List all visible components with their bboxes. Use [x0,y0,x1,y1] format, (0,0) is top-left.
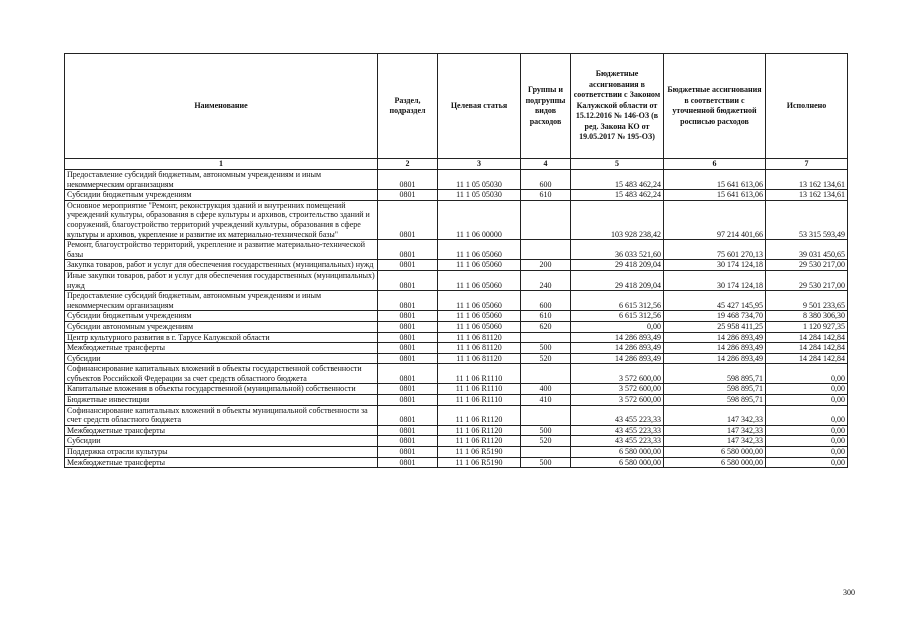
row-expense-group: 610 [521,311,571,322]
row-section: 0801 [378,200,438,239]
row-budget-refined: 147 342,33 [664,436,766,447]
row-budget-refined: 6 580 000,00 [664,447,766,458]
row-budget-refined: 598 895,71 [664,395,766,406]
row-target-article: 11 1 06 R5190 [438,457,521,468]
row-name: Бюджетные инвестиции [65,395,378,406]
row-budget-law: 36 033 521,60 [571,240,664,260]
table-row [65,343,848,354]
row-expense-group [521,405,571,425]
row-target-article: 11 1 06 R1120 [438,405,521,425]
row-section: 0801 [378,270,438,290]
row-name: Субсидии бюджетным учреждениям [65,190,378,201]
row-budget-refined: 97 214 401,66 [664,200,766,239]
row-budget-law: 14 286 893,49 [571,332,664,343]
row-target-article: 11 1 06 R1120 [438,425,521,436]
header-expense-group: Группы и подгруппы видов расходов [521,54,571,159]
row-budget-refined: 25 958 411,25 [664,321,766,332]
row-budget-refined: 15 641 613,06 [664,190,766,201]
column-number: 2 [378,159,438,170]
table-row [65,457,848,468]
header-budget-law: Бюджетные ассигнования в соответствии с Законом Калужской области от 15.12.2016 № 146-ОЗ (в ред. Закона КО от 19.05.2017 № 195-ОЗ) [571,54,664,159]
header-row [65,54,848,159]
table-row [65,270,848,290]
row-budget-law: 43 455 223,33 [571,405,664,425]
table-row [65,311,848,322]
row-budget-law: 3 572 600,00 [571,364,664,384]
row-budget-refined: 598 895,71 [664,364,766,384]
row-expense-group: 500 [521,343,571,354]
row-section: 0801 [378,395,438,406]
row-budget-law: 29 418 209,04 [571,270,664,290]
row-target-article: 11 1 06 81120 [438,353,521,364]
table-row [65,170,848,190]
row-budget-refined: 14 286 893,49 [664,332,766,343]
table-row [65,436,848,447]
row-section: 0801 [378,190,438,201]
table-row [65,240,848,260]
row-executed: 0,00 [766,457,848,468]
row-budget-law: 14 286 893,49 [571,353,664,364]
row-expense-group: 400 [521,384,571,395]
row-executed: 0,00 [766,425,848,436]
row-target-article: 11 1 06 81120 [438,343,521,354]
row-section: 0801 [378,321,438,332]
row-section: 0801 [378,291,438,311]
row-expense-group: 500 [521,425,571,436]
table-body [65,170,848,468]
column-number: 3 [438,159,521,170]
row-budget-refined: 30 174 124,18 [664,270,766,290]
row-target-article: 11 1 06 R1120 [438,436,521,447]
row-name: Основное мероприятие "Ремонт, реконструкция зданий и внутренних помещений учреждений культуры, образования в сфере культуры и архивов, строительство зданий и сооружений, благоустройство территорий учреждений культуры, образования в сфере культуры и архивов, укрепление и развитие их материально-технической базы" [65,200,378,239]
row-section: 0801 [378,332,438,343]
column-number: 6 [664,159,766,170]
row-expense-group: 200 [521,260,571,271]
row-section: 0801 [378,343,438,354]
row-executed: 0,00 [766,405,848,425]
row-executed: 53 315 593,49 [766,200,848,239]
column-number: 1 [65,159,378,170]
row-name: Закупка товаров, работ и услуг для обеспечения государственных (муниципальных) нужд [65,260,378,271]
row-section: 0801 [378,240,438,260]
row-target-article: 11 1 05 05030 [438,170,521,190]
row-target-article: 11 1 06 81120 [438,332,521,343]
row-target-article: 11 1 06 05060 [438,321,521,332]
row-name: Межбюджетные трансферты [65,425,378,436]
row-expense-group: 520 [521,436,571,447]
row-section: 0801 [378,384,438,395]
row-budget-refined: 30 174 124,18 [664,260,766,271]
row-section: 0801 [378,447,438,458]
row-executed: 14 284 142,84 [766,332,848,343]
row-section: 0801 [378,353,438,364]
row-budget-law: 103 928 238,42 [571,200,664,239]
table-row [65,332,848,343]
header-name: Наименование [65,54,378,159]
row-budget-law: 43 455 223,33 [571,436,664,447]
row-executed: 0,00 [766,364,848,384]
row-target-article: 11 1 06 05060 [438,270,521,290]
row-budget-refined: 15 641 613,06 [664,170,766,190]
row-executed: 0,00 [766,436,848,447]
row-budget-law: 15 483 462,24 [571,190,664,201]
column-number: 7 [766,159,848,170]
row-name: Межбюджетные трансферты [65,457,378,468]
table-row [65,190,848,201]
column-number: 4 [521,159,571,170]
row-section: 0801 [378,311,438,322]
table-row [65,353,848,364]
column-number-row [65,159,848,170]
row-executed: 0,00 [766,447,848,458]
row-name: Предоставление субсидий бюджетным, автономным учреждениям и иным некоммерческим организациям [65,170,378,190]
row-target-article: 11 1 06 R1110 [438,395,521,406]
row-budget-law: 3 572 600,00 [571,384,664,395]
row-budget-refined: 6 580 000,00 [664,457,766,468]
row-expense-group: 600 [521,291,571,311]
row-target-article: 11 1 06 R1110 [438,384,521,395]
row-section: 0801 [378,260,438,271]
column-number: 5 [571,159,664,170]
row-budget-refined: 147 342,33 [664,405,766,425]
row-expense-group: 410 [521,395,571,406]
row-budget-law: 15 483 462,24 [571,170,664,190]
table-row [65,291,848,311]
row-executed: 13 162 134,61 [766,190,848,201]
row-budget-refined: 14 286 893,49 [664,343,766,354]
row-executed: 29 530 217,00 [766,270,848,290]
row-target-article: 11 1 06 05060 [438,311,521,322]
row-expense-group: 500 [521,457,571,468]
row-budget-law: 6 580 000,00 [571,457,664,468]
row-expense-group [521,332,571,343]
table-row [65,364,848,384]
row-budget-law: 0,00 [571,321,664,332]
row-expense-group [521,200,571,239]
row-section: 0801 [378,364,438,384]
row-executed: 39 031 450,65 [766,240,848,260]
row-expense-group: 240 [521,270,571,290]
row-name: Иные закупки товаров, работ и услуг для обеспечения государственных (муниципальных) нужд [65,270,378,290]
row-target-article: 11 1 06 05060 [438,291,521,311]
row-budget-refined: 598 895,71 [664,384,766,395]
table-row [65,260,848,271]
row-budget-law: 3 572 600,00 [571,395,664,406]
row-budget-law: 6 580 000,00 [571,447,664,458]
table-row [65,395,848,406]
header-section: Раздел, подраздел [378,54,438,159]
row-budget-law: 43 455 223,33 [571,425,664,436]
page-number: 300 [843,588,855,597]
row-expense-group: 520 [521,353,571,364]
row-budget-law: 14 286 893,49 [571,343,664,354]
row-budget-law: 6 615 312,56 [571,291,664,311]
row-section: 0801 [378,436,438,447]
row-executed: 29 530 217,00 [766,260,848,271]
row-executed: 14 284 142,84 [766,343,848,354]
row-target-article: 11 1 06 R5190 [438,447,521,458]
row-section: 0801 [378,457,438,468]
row-name: Поддержка отрасли культуры [65,447,378,458]
row-target-article: 11 1 05 05030 [438,190,521,201]
table-row [65,405,848,425]
header-executed: Исполнено [766,54,848,159]
row-budget-refined: 147 342,33 [664,425,766,436]
row-expense-group: 600 [521,170,571,190]
row-name: Софинансирование капитальных вложений в объекты муниципальной собственности за счет средств областного бюджета [65,405,378,425]
row-name: Межбюджетные трансферты [65,343,378,354]
budget-table [64,53,848,468]
row-budget-law: 6 615 312,56 [571,311,664,322]
row-name: Предоставление субсидий бюджетным, автономным учреждениям и иным некоммерческим организациям [65,291,378,311]
row-name: Софинансирование капитальных вложений в объекты государственной собственности субъектов Российской Федерации за счет средств областного бюджета [65,364,378,384]
row-target-article: 11 1 06 05060 [438,260,521,271]
row-name: Субсидии бюджетным учреждениям [65,311,378,322]
table-row [65,384,848,395]
row-executed: 8 380 306,30 [766,311,848,322]
row-expense-group: 610 [521,190,571,201]
row-section: 0801 [378,170,438,190]
row-name: Субсидии [65,436,378,447]
table-row [65,447,848,458]
row-name: Капитальные вложения в объекты государственной (муниципальной) собственности [65,384,378,395]
row-name: Субсидии [65,353,378,364]
row-section: 0801 [378,425,438,436]
row-budget-refined: 19 468 734,70 [664,311,766,322]
table-row [65,425,848,436]
row-executed: 13 162 134,61 [766,170,848,190]
row-executed: 0,00 [766,384,848,395]
row-expense-group [521,240,571,260]
row-section: 0801 [378,405,438,425]
row-name: Субсидии автономным учреждениям [65,321,378,332]
row-executed: 1 120 927,35 [766,321,848,332]
row-executed: 0,00 [766,395,848,406]
row-name: Центр культурного развития в г. Тарусе Калужской области [65,332,378,343]
header-budget-refined: Бюджетные ассигнования в соответствии с уточненной бюджетной росписью расходов [664,54,766,159]
row-target-article: 11 1 06 05060 [438,240,521,260]
row-name: Ремонт, благоустройство территорий, укрепление и развитие материально-технической базы [65,240,378,260]
row-budget-refined: 45 427 145,95 [664,291,766,311]
row-executed: 14 284 142,84 [766,353,848,364]
table-row [65,321,848,332]
row-target-article: 11 1 06 00000 [438,200,521,239]
header-target-article: Целевая статья [438,54,521,159]
row-budget-refined: 75 601 270,13 [664,240,766,260]
row-budget-refined: 14 286 893,49 [664,353,766,364]
row-executed: 9 501 233,65 [766,291,848,311]
row-expense-group [521,364,571,384]
table-row [65,200,848,239]
row-target-article: 11 1 06 R1110 [438,364,521,384]
row-budget-law: 29 418 209,04 [571,260,664,271]
row-expense-group: 620 [521,321,571,332]
row-expense-group [521,447,571,458]
